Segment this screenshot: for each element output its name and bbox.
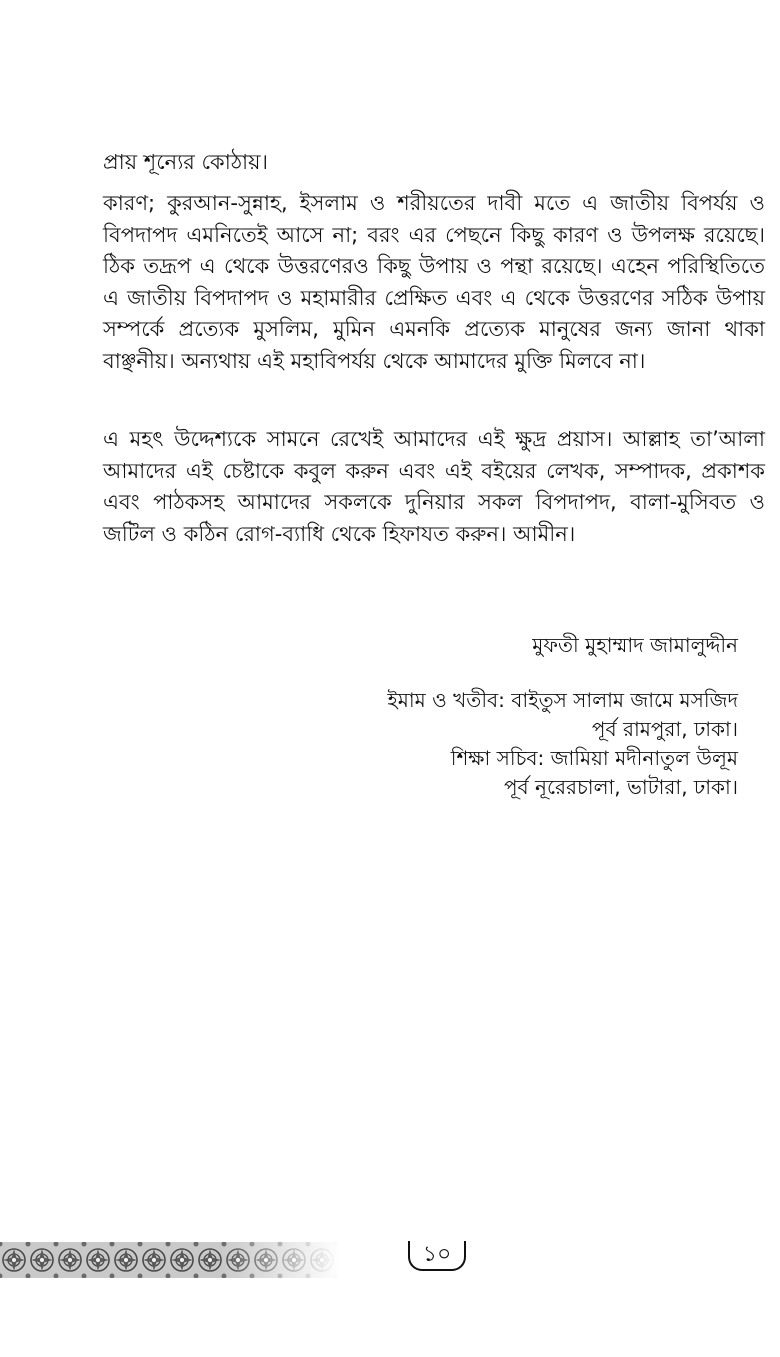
paragraph-3: এ মহৎ উদ্দেশ্যকে সামনে রেখেই আমাদের এই ক্ষুদ্র প্রয়াস। আল্লাহ তা’আলা আমাদের এই চেষ্টাকে কবুল করুন এবং এই বইয়ের লেখক, সম্পাদক, প্রকাশক এবং পাঠকসহ আমাদের সকলকে দুনিয়ার সকল বিপদাপদ, বালা-মুসিবত ও জটিল ও কঠিন রোগ-ব্যাধি থেকে হিফাযত করুন। আমীন। — [103, 427, 765, 546]
affiliation-line: পূর্ব নূরেরচালা, ভাটারা, ঢাকা। — [503, 775, 738, 799]
page-number — [408, 1241, 466, 1271]
decorative-ornament-band — [0, 1242, 340, 1278]
affiliation-line: ইমাম ও খতীব: বাইতুস সালাম জামে মসজিদ — [387, 688, 738, 712]
author-name: মুফতী মুহাম্মাদ জামালুদ্দীন — [532, 633, 738, 657]
author-affiliations — [387, 686, 738, 802]
paragraph-1: প্রায় শূন্যের কোঠায়। — [103, 150, 269, 174]
affiliation-line: পূর্ব রামপুরা, ঢাকা। — [591, 717, 738, 741]
affiliation-line: শিক্ষা সচিব: জামিয়া মদীনাতুল উলূম — [450, 746, 738, 770]
page-number-text: ১০ — [422, 1242, 452, 1267]
paragraph-2: কারণ; কুরআন-সুন্নাহ, ইসলাম ও শরীয়তের দাবী মতে এ জাতীয় বিপর্যয় ও বিপদাপদ এমনিতেই আসে না; বরং এর পেছনে কিছু কারণ ও উপলক্ষ রয়েছে। ঠিক তদ্রূপ এ থেকে উত্তরণেরও কিছু উপায় ও পন্থা রয়েছে। এহেন পরিস্থিতিতে এ জাতীয় বিপদাপদ ও মহামারীর প্রেক্ষিত এবং এ থেকে উত্তরণের সঠিক উপায় সম্পর্কে প্রত্যেক মুসলিম, মুমিন এমনকি প্রত্যেক মানুষের জন্য জানা থাকা বাঞ্ছনীয়। অন্যথায় এই মহাবিপর্যয় থেকে আমাদের মুক্তি মিলবে না। — [103, 191, 765, 373]
